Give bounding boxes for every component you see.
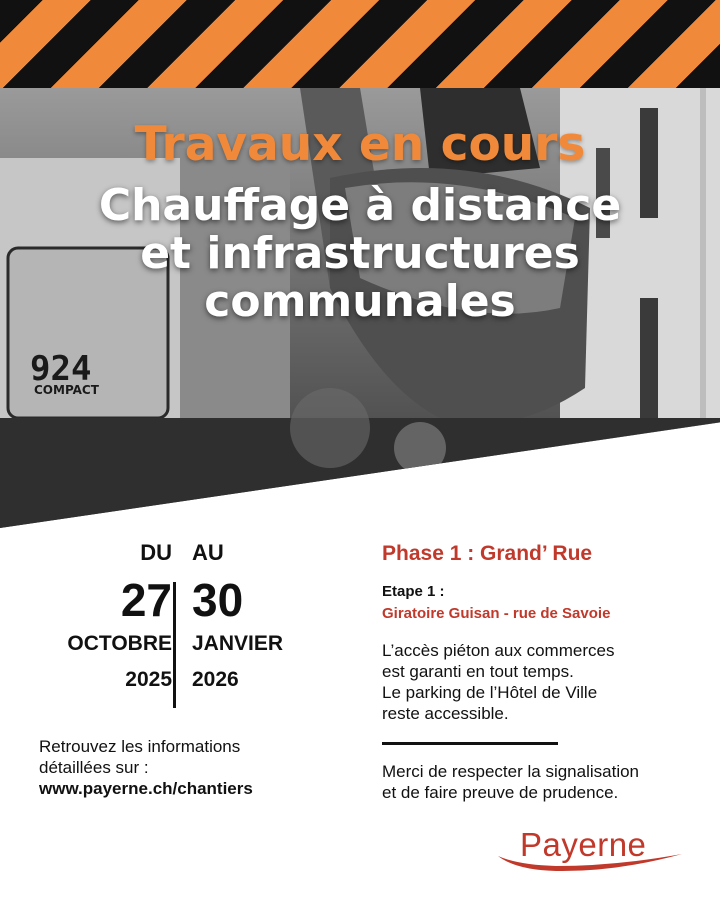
start-day: 27 bbox=[120, 574, 172, 626]
start-label: DU bbox=[140, 540, 172, 565]
start-year: 2025 bbox=[125, 668, 172, 691]
thanks-line-2: et de faire preuve de prudence. bbox=[382, 783, 619, 802]
hero-text bbox=[0, 118, 720, 326]
thanks-note bbox=[382, 761, 702, 803]
phase-details bbox=[382, 540, 702, 803]
access-note bbox=[382, 640, 702, 724]
logo-wordmark: Payerne bbox=[520, 826, 647, 863]
access-line-1: L’accès piéton aux commerces bbox=[382, 641, 615, 660]
machine-sublabel: COMPACT bbox=[34, 383, 99, 397]
info-url-link[interactable]: www.payerne.ch/chantiers bbox=[39, 779, 253, 798]
headline-line-2: et infrastructures bbox=[140, 228, 580, 279]
start-date bbox=[67, 540, 172, 694]
payerne-logo bbox=[496, 822, 686, 878]
machine-label: 924 bbox=[30, 349, 92, 389]
etape-label: Etape 1 : bbox=[382, 583, 445, 600]
start-month: OCTOBRE bbox=[67, 632, 172, 655]
hazard-stripes bbox=[0, 0, 720, 92]
access-line-3: Le parking de l’Hôtel de Ville bbox=[382, 683, 598, 702]
headline-line-1: Chauffage à distance bbox=[98, 180, 622, 231]
thanks-line-1: Merci de respecter la signalisation bbox=[382, 762, 640, 781]
end-month: JANVIER bbox=[192, 632, 284, 655]
hero-headline bbox=[0, 182, 720, 326]
end-year: 2026 bbox=[192, 668, 239, 691]
phase-title: Phase 1 : Grand’ Rue bbox=[382, 542, 593, 565]
date-range bbox=[30, 540, 330, 710]
info-line-1: Retrouvez les informations bbox=[39, 737, 241, 756]
end-date bbox=[192, 540, 283, 694]
end-label: AU bbox=[192, 540, 224, 565]
headline-line-3: communales bbox=[204, 276, 516, 327]
section-separator bbox=[382, 742, 558, 745]
date-divider bbox=[173, 582, 176, 708]
etape-location: Giratoire Guisan - rue de Savoie bbox=[382, 605, 611, 622]
more-info bbox=[39, 736, 339, 799]
info-line-2: détaillées sur : bbox=[39, 758, 149, 777]
end-day: 30 bbox=[192, 574, 244, 626]
hero-kicker: Travaux en cours bbox=[134, 117, 586, 172]
access-line-2: est garanti en tout temps. bbox=[382, 662, 574, 681]
access-line-4: reste accessible. bbox=[382, 704, 509, 723]
logo-swoosh-icon bbox=[496, 850, 686, 876]
